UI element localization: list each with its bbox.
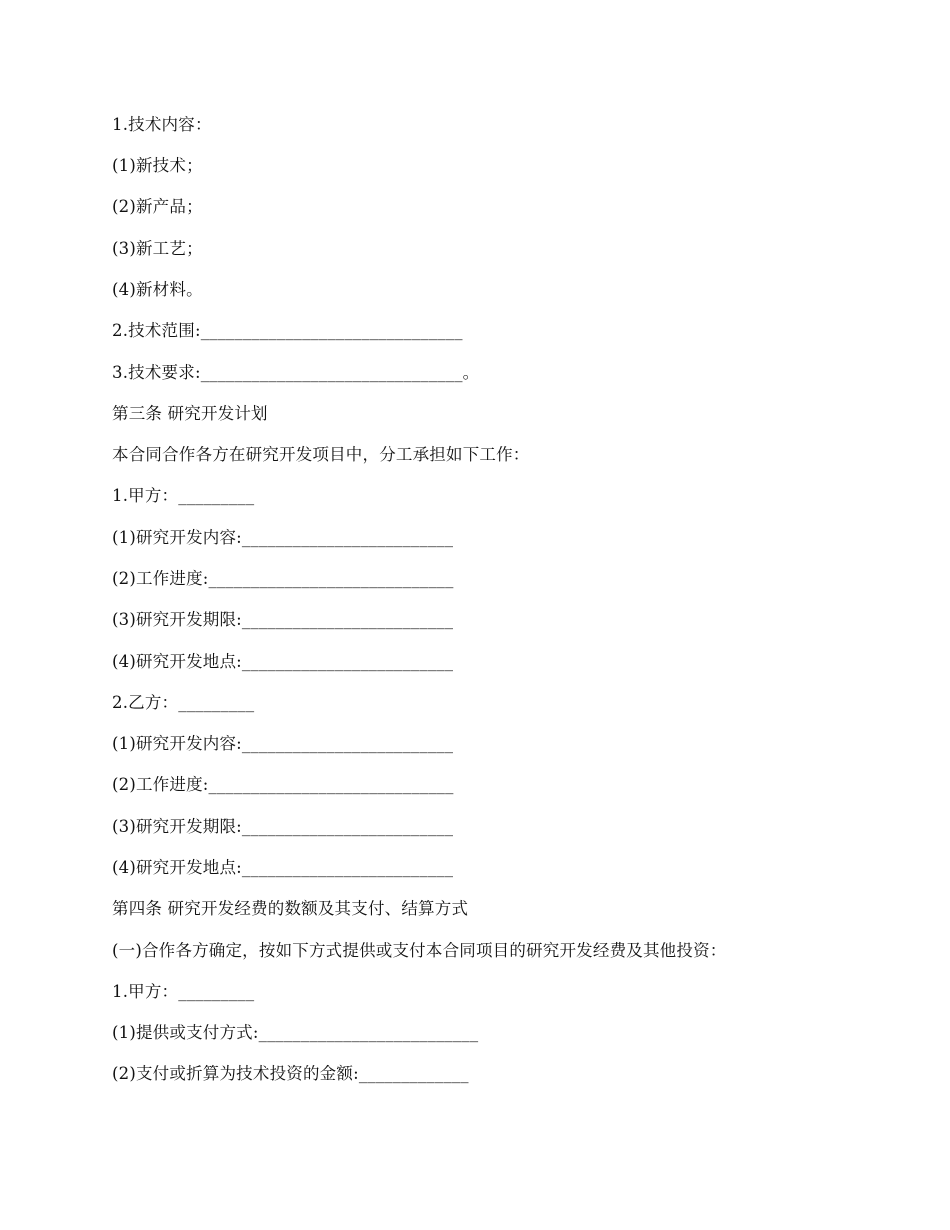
fill-in-field: (1)研究开发内容:_________________________ (112, 528, 454, 547)
section-heading: 1.技术内容： (112, 115, 212, 134)
fill-in-field: (1)研究开发内容:_________________________ (112, 734, 454, 753)
fill-in-field: 3.技术要求:_______________________________。 (112, 363, 480, 382)
list-item: (3)新工艺； (112, 239, 203, 258)
paragraph: 本合同合作各方在研究开发项目中，分工承担如下工作： (112, 445, 530, 464)
fill-in-field: (3)研究开发期限:_________________________ (112, 610, 454, 629)
fill-in-field: (2)工作进度:_____________________________ (112, 569, 454, 588)
party-label: 1.甲方：_________ (112, 486, 255, 505)
fill-in-field: (3)研究开发期限:_________________________ (112, 817, 454, 836)
fill-in-field: 2.技术范围:_______________________________ (112, 321, 463, 340)
list-item: (1)新技术； (112, 156, 203, 175)
list-item: (4)新材料。 (112, 280, 203, 299)
article-heading: 第三条 研究开发计划 (112, 404, 268, 423)
fill-in-field: (4)研究开发地点:_________________________ (112, 652, 454, 671)
party-label: 1.甲方：_________ (112, 982, 255, 1001)
fill-in-field: (1)提供或支付方式:__________________________ (112, 1023, 479, 1042)
fill-in-field: (2)支付或折算为技术投资的金额:_____________ (112, 1064, 469, 1083)
paragraph: (一)合作各方确定，按如下方式提供或支付本合同项目的研究开发经费及其他投资： (112, 941, 727, 960)
party-label: 2.乙方：_________ (112, 693, 255, 712)
list-item: (2)新产品； (112, 197, 203, 216)
fill-in-field: (2)工作进度:_____________________________ (112, 775, 454, 794)
fill-in-field: (4)研究开发地点:_________________________ (112, 858, 454, 877)
article-heading: 第四条 研究开发经费的数额及其支付、结算方式 (112, 899, 469, 918)
